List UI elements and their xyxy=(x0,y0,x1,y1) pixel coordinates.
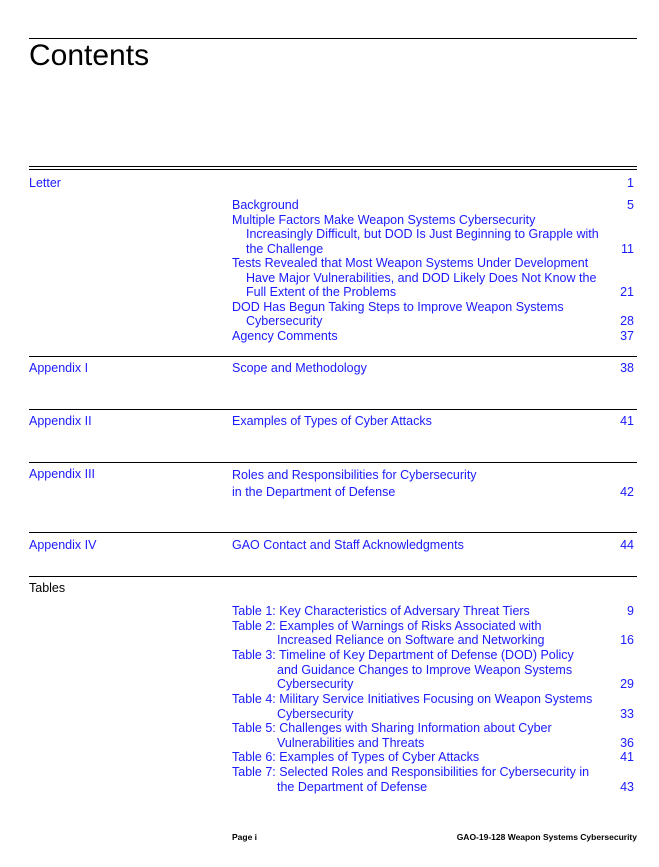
toc-entry-line: Scope and Methodology xyxy=(232,361,367,375)
double-rule-top xyxy=(29,166,637,167)
section-rule xyxy=(29,462,637,463)
toc-entry-page: 41 xyxy=(620,414,634,428)
toc-entry-background[interactable] xyxy=(232,198,634,213)
toc-entry-page: 43 xyxy=(620,779,634,794)
toc-entry-line: the Department of Defense xyxy=(277,779,428,794)
double-rule-bottom xyxy=(29,169,637,170)
toc-entry-page: 11 xyxy=(621,241,634,256)
toc-entry-line: Tests Revealed that Most Weapon Systems Under Development xyxy=(232,256,589,270)
toc-entry-page: 42 xyxy=(620,485,634,499)
toc-entry-line: Examples of Types of Cyber Attacks xyxy=(232,414,432,428)
toc-entry-line: and Guidance Changes to Improve Weapon Systems xyxy=(277,662,573,677)
toc-entry-line: Table 6: Examples of Types of Cyber Attacks xyxy=(232,750,480,764)
toc-entry-dod-begun[interactable] xyxy=(232,300,634,329)
toc-appendix-1-label[interactable]: Appendix I xyxy=(29,361,89,375)
toc-entry-line: DOD Has Begun Taking Steps to Improve Weapon Systems xyxy=(232,299,564,314)
toc-entry-multiple-factors[interactable] xyxy=(232,213,634,257)
toc-entry-line: GAO Contact and Staff Acknowledgments xyxy=(232,538,464,552)
toc-appendix-1-entry[interactable] xyxy=(232,361,634,376)
toc-entry-page: 21 xyxy=(620,285,634,299)
toc-entry-line: Increasingly Difficult, but DOD Is Just Beginning to Grapple with xyxy=(246,227,599,241)
toc-table-1[interactable] xyxy=(232,604,634,619)
toc-appendix-3-label[interactable]: Appendix III xyxy=(29,467,96,481)
toc-entry-line: Roles and Responsibilities for Cybersecurity xyxy=(232,468,477,482)
toc-entry-line: in the Department of Defense xyxy=(232,485,396,499)
toc-entry-line: Increased Reliance on Software and Networking xyxy=(277,633,545,647)
toc-appendix-3-entry[interactable] xyxy=(232,467,634,501)
toc-entry-line: Cybersecurity xyxy=(277,677,354,691)
tables-heading: Tables xyxy=(29,581,66,595)
toc-appendix-4-entry[interactable] xyxy=(232,538,634,553)
section-rule xyxy=(29,409,637,410)
footer-report-title: GAO-19-128 Weapon Systems Cybersecurity xyxy=(456,832,637,842)
toc-letter-page[interactable]: 1 xyxy=(627,176,634,190)
toc-entry-page: 28 xyxy=(620,314,634,328)
toc-entry-line: Background xyxy=(232,198,299,212)
toc-entry-line: Vulnerabilities and Threats xyxy=(277,735,425,750)
toc-entry-line: Table 4: Military Service Initiatives Focusing on Weapon Systems xyxy=(232,692,593,706)
toc-entry-line: the Challenge xyxy=(246,241,324,256)
toc-appendix-2-label[interactable]: Appendix II xyxy=(29,414,92,428)
toc-table-3[interactable] xyxy=(232,648,634,692)
toc-entry-page: 38 xyxy=(620,361,634,375)
toc-entry-agency-comments[interactable] xyxy=(232,329,634,344)
toc-table-4[interactable] xyxy=(232,692,634,721)
toc-entry-line: Table 3: Timeline of Key Department of Defense (DOD) Policy xyxy=(232,648,574,662)
section-rule xyxy=(29,576,637,577)
toc-entry-line: Table 1: Key Characteristics of Adversary Threat Tiers xyxy=(232,604,530,618)
section-rule xyxy=(29,356,637,357)
toc-entry-line: Cybersecurity xyxy=(277,706,354,721)
toc-entry-line: Table 7: Selected Roles and Responsibilities for Cybersecurity in xyxy=(232,765,590,779)
section-rule xyxy=(29,532,637,533)
toc-entry-page: 5 xyxy=(627,198,634,212)
toc-entry-page: 37 xyxy=(620,329,634,343)
page-title: Contents xyxy=(29,39,150,72)
toc-entry-line: Have Major Vulnerabilities, and DOD Likely Does Not Know the xyxy=(246,270,597,285)
toc-table-2[interactable] xyxy=(232,619,634,648)
toc-table-7[interactable] xyxy=(232,765,634,794)
toc-entry-line: Cybersecurity xyxy=(246,314,323,328)
toc-entry-page: 36 xyxy=(620,735,634,750)
toc-table-6[interactable] xyxy=(232,750,634,765)
footer-page-label: Page i xyxy=(232,832,258,842)
toc-entry-line: Table 2: Examples of Warnings of Risks Associated with xyxy=(232,618,542,633)
toc-appendix-2-entry[interactable] xyxy=(232,414,634,429)
toc-letter-label[interactable]: Letter xyxy=(29,176,61,190)
toc-entry-tests-revealed[interactable] xyxy=(232,256,634,300)
toc-entry-page: 9 xyxy=(627,604,634,618)
toc-entry-page: 33 xyxy=(620,706,634,721)
toc-entry-line: Multiple Factors Make Weapon Systems Cybersecurity xyxy=(232,212,536,227)
toc-entry-page: 44 xyxy=(620,538,634,552)
toc-entry-line: Agency Comments xyxy=(232,329,338,343)
toc-entry-page: 29 xyxy=(620,677,634,691)
toc-entry-line: Table 5: Challenges with Sharing Information about Cyber xyxy=(232,721,552,735)
toc-table-5[interactable] xyxy=(232,721,634,750)
toc-entry-line: Full Extent of the Problems xyxy=(246,285,397,299)
toc-entry-page: 16 xyxy=(620,633,634,647)
toc-appendix-4-label[interactable]: Appendix IV xyxy=(29,538,97,552)
toc-entry-page: 41 xyxy=(620,750,634,764)
